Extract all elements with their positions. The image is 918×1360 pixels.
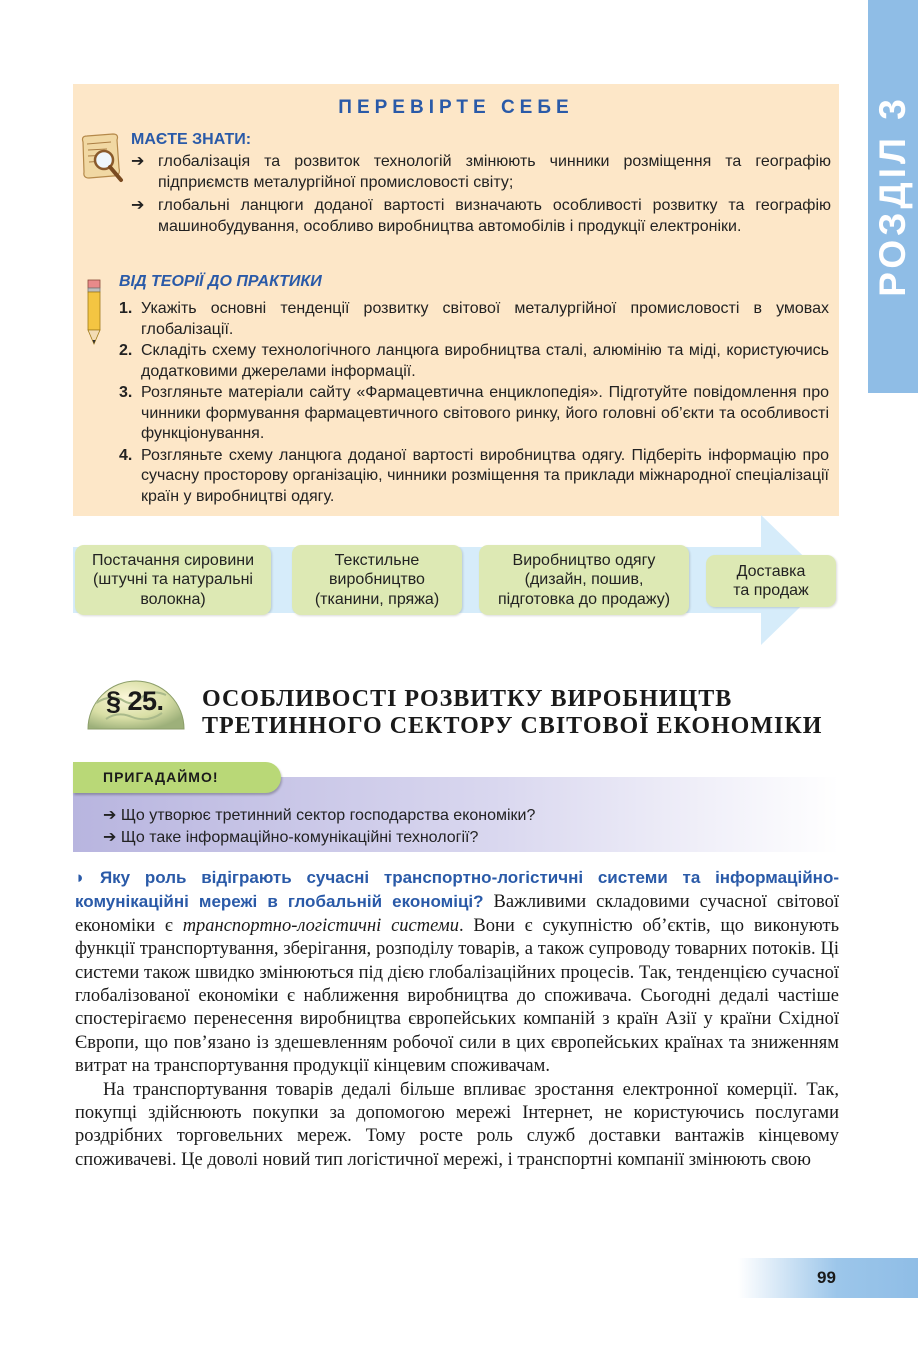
step-line: (тканини, пряжа): [314, 590, 440, 608]
paragraph-text: Важливими складовими сучасної світової економіки є: [75, 892, 839, 936]
step-line: виробництво: [329, 571, 425, 589]
question-heading: Яку роль відіграють сучасні транспортно-логістичні системи та інформаційно-комунікаційні мережі в глобальній економіці?: [75, 868, 839, 912]
chapter-tab-label: РОЗДІЛ 3: [872, 95, 913, 297]
task-item: [119, 383, 829, 445]
paragraph-text: . Вони є сукупністю об’єктів, що виконують функції транспортування, зберігання, розподілу товарів, а також супроводу товарних потоків. Ці системи також швидко змінюються під дією глобалізаційних процесів. Так, тенденцією сучасної глобалізованої економіки є наближення виробництва до споживача. Сьогодні дедалі частіше спостерігаємо перенесення виробництва європейських компаній з країн Азії у країни Східної Європи, що пов’язано із здешевленням робочої сили в цих європейських країнах та зниженням витрат на транспортування продукції кінцевим споживачам.: [75, 915, 840, 1077]
step-line: (дизайн, пошив,: [524, 571, 644, 589]
task-text: Розгляньте схему ланцюга доданої вартості виробництва одягу. Підберіть інформацію про сучасну просторову організацію, чинники розміщення та приклади міжнародної спеціалізації країн у виробництві одягу.: [141, 446, 829, 505]
section-title: [202, 686, 842, 740]
value-chain-step-delivery: [706, 555, 836, 607]
step-line: волокна): [140, 590, 206, 608]
check-yourself-box: [73, 84, 839, 516]
arrow-icon: ➔: [131, 153, 145, 170]
list-item: [131, 195, 831, 237]
value-chain-step-textile: [292, 545, 462, 615]
task-item: [119, 299, 829, 340]
list-item: [131, 151, 831, 193]
recall-item: ➔ Що таке інформаційно-комунікаційні технології?: [103, 829, 479, 846]
must-know-text: глобальні ланцюги доданої вартості визначають особливості розвитку та географію машинобудування, особливо виробництва автомобілів і продукції електроніки.: [158, 197, 831, 235]
step-line: підготовка до продажу): [497, 590, 671, 608]
paragraph: [75, 866, 839, 1079]
must-know-title: МАЄТЕ ЗНАТИ:: [131, 131, 252, 148]
step-line: Доставка: [736, 562, 806, 580]
key-term: транспортно-логістичні системи: [182, 915, 459, 936]
must-know-text: глобалізація та розвиток технологій змінюють чинники розміщення та географію підприємств металургійної промисловості світу;: [158, 153, 831, 191]
page-number: 99: [817, 1268, 836, 1287]
question-marker: ◗: [75, 868, 86, 887]
scroll-magnifier-icon: [77, 128, 127, 186]
section-title-line: ОСОБЛИВОСТІ РОЗВИТКУ ВИРОБНИЦТВ: [202, 686, 733, 712]
task-text: Розгляньте матеріали сайту «Фармацевтична енциклопедія». Підготуйте повідомлення про чинники формування фармацевтичного світового ринку, його головні об’єкти та особливості функціонування.: [141, 384, 829, 442]
must-know-list: [131, 151, 831, 239]
value-chain-diagram: [73, 515, 843, 645]
step-line: Постачання сировини: [91, 551, 255, 569]
recall-item: ➔ Що утворює третинний сектор господарства економіки?: [103, 807, 536, 824]
arrow-icon: ➔: [131, 197, 145, 214]
step-line: Текстильне: [334, 551, 420, 569]
task-item: [119, 341, 829, 382]
task-number: 4.: [119, 446, 133, 464]
task-number: 3.: [119, 384, 133, 401]
task-list: [119, 299, 829, 508]
section-number: § 25.: [106, 686, 164, 716]
task-number: 1.: [119, 300, 133, 317]
paragraph: На транспортування товарів дедалі більше впливає зростання електронної комерції. Так, покупці здійснюють покупки за допомогою мережі Інтернет, не користуючись послугами роздрібних торговельних мереж. Тому росте роль служб доставки вантажів кінцевому споживачеві. Це доволі новий тип логістичної мережі, і транспортні компанії змінюють свою: [75, 1079, 839, 1170]
task-text: Укажіть основні тенденції розвитку світової металургійної промисловості в умовах глобалізації.: [141, 300, 829, 338]
step-line: Виробництво одягу: [512, 551, 656, 569]
check-yourself-title: ПЕРЕВІРТЕ СЕБЕ: [338, 97, 574, 118]
recall-tab: [73, 762, 281, 793]
section-title-line: ТРЕТИННОГО СЕКТОРУ СВІТОВОЇ ЕКОНОМІКИ: [202, 713, 823, 739]
body-text: [75, 866, 839, 1172]
step-line: та продаж: [733, 582, 809, 599]
recall-label: ПРИГАДАЙМО!: [103, 769, 219, 785]
recall-list: [103, 805, 823, 849]
step-line: (штучні та натуральні: [93, 571, 253, 589]
pencil-icon: [83, 276, 105, 346]
value-chain-step-raw-materials: [75, 545, 271, 615]
task-number: 2.: [119, 342, 133, 359]
theory-to-practice-title: ВІД ТЕОРІЇ ДО ПРАКТИКИ: [119, 273, 322, 290]
task-item: [119, 446, 829, 508]
value-chain-step-clothing: [479, 545, 689, 615]
task-text: Складіть схему технологічного ланцюга виробництва сталі, алюмінію та міді, користуючись додатковими джерелами інформації.: [141, 342, 829, 380]
chapter-tab: [868, 0, 918, 393]
